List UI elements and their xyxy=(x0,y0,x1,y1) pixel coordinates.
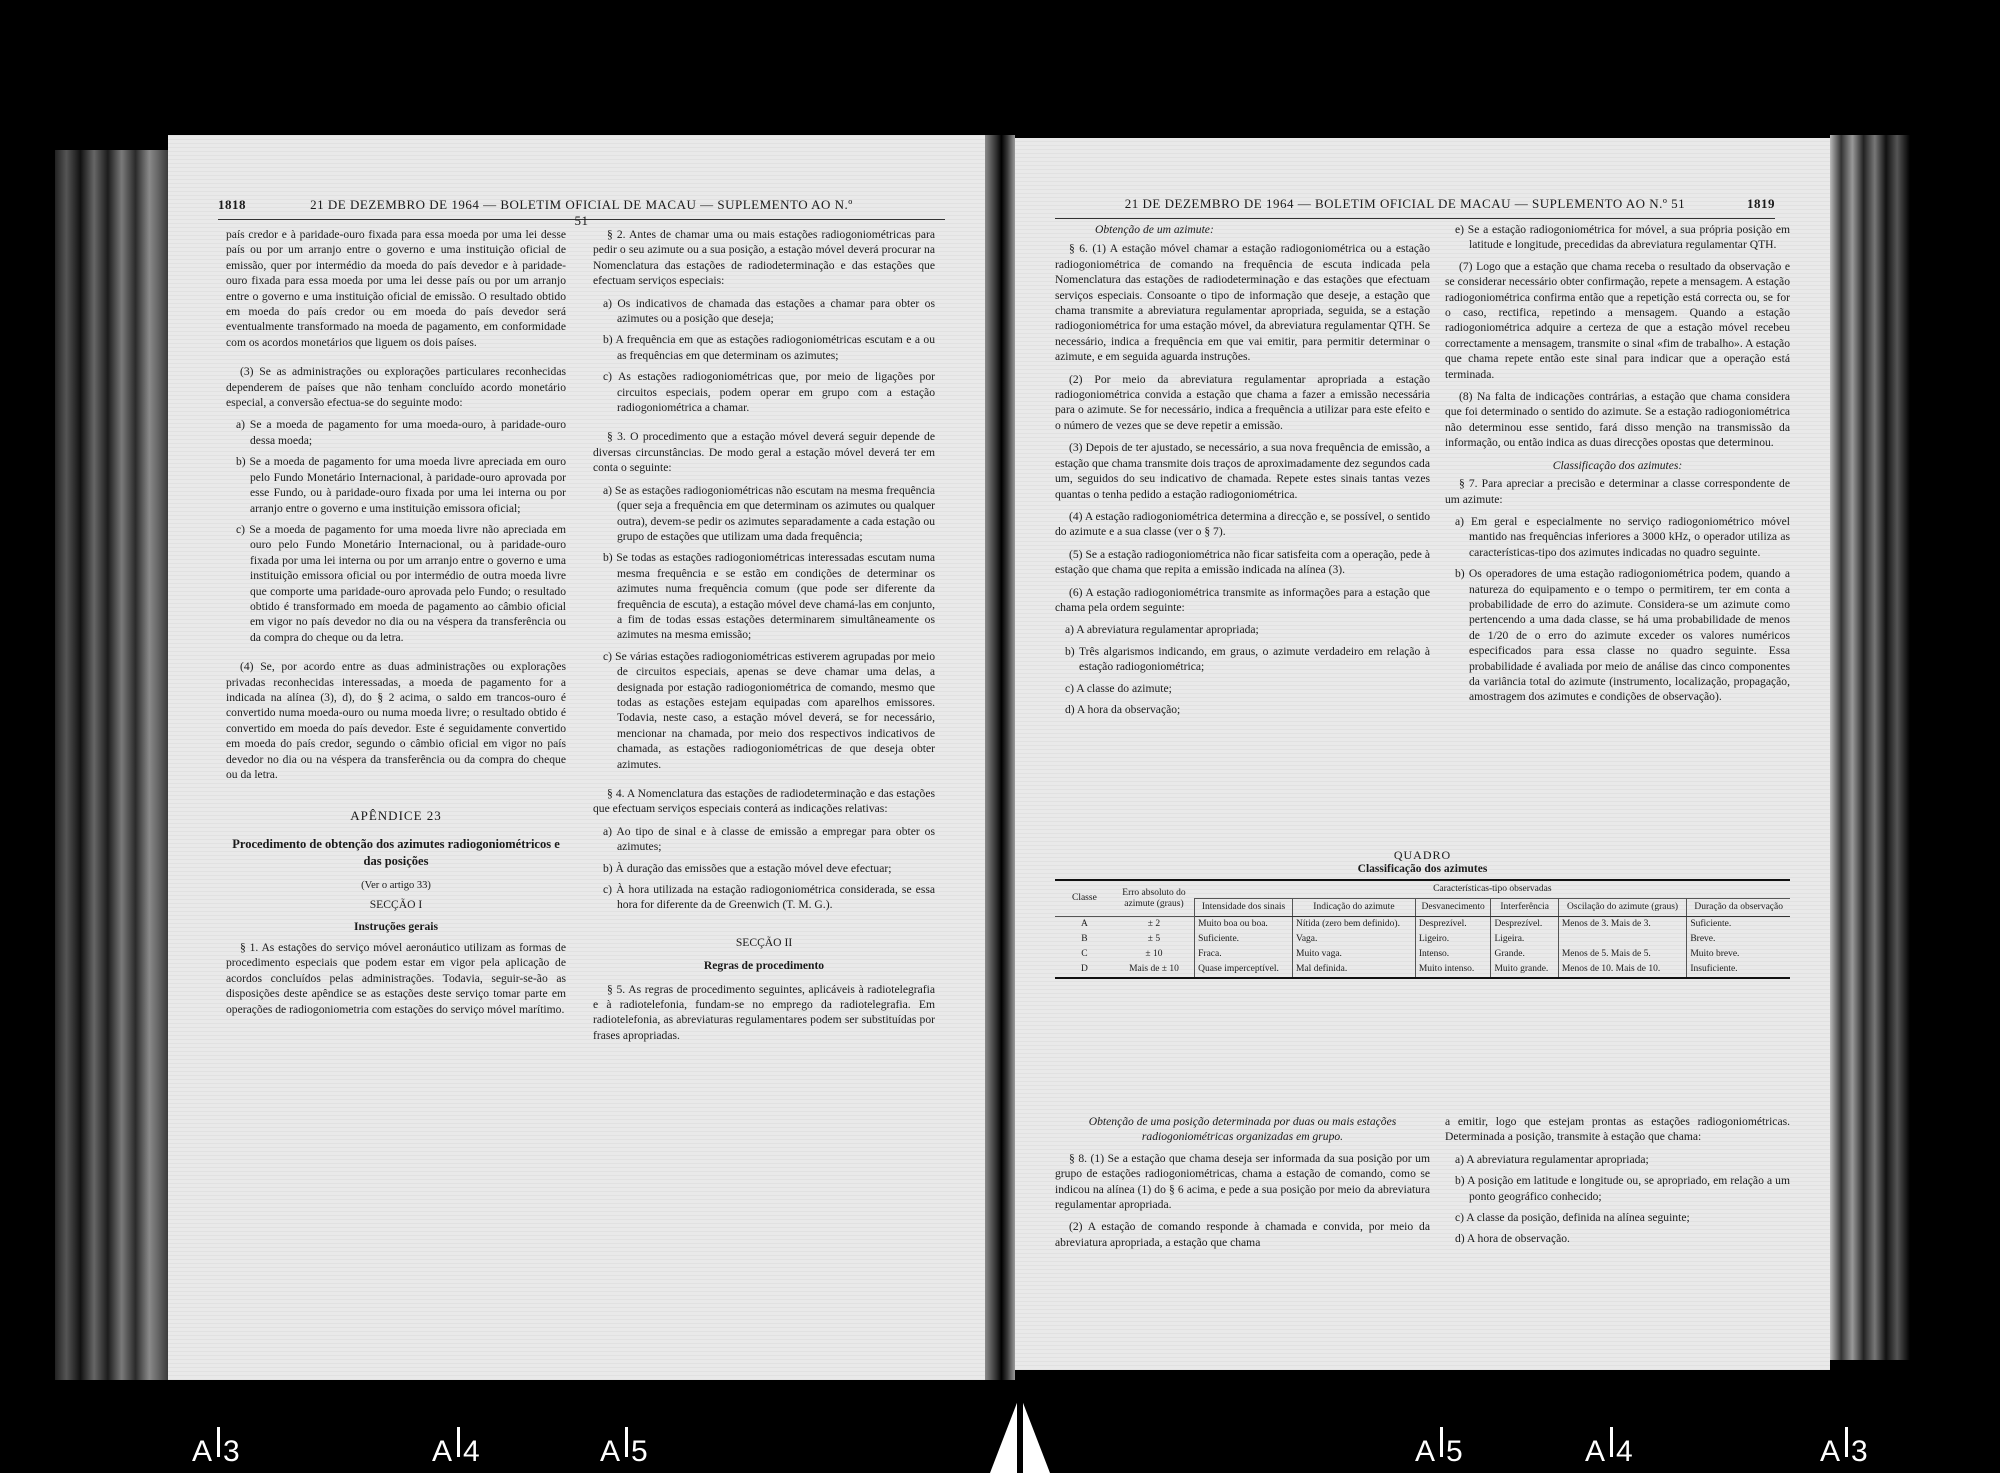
right-lower-column-2 xyxy=(1445,1114,1790,1253)
paragraph: § 3. O procedimento que a estação móvel deverá seguir depende de diversas circunstâncias. De modo geral a estação móvel deverá ter em conta o seguinte: xyxy=(593,430,935,475)
right-lower-column-1 xyxy=(1055,1114,1430,1257)
appendix-title: APÊNDICE 23 xyxy=(350,808,442,824)
paragraph: (5) Se a estação radiogoniométrica não ficar satisfeita com a operação, pede à estação que chama que repita a emissão indicada na alínea (3). xyxy=(1055,547,1430,577)
table-cell: A xyxy=(1080,919,1088,929)
table-cell: Mais de ± 10 xyxy=(1129,964,1179,974)
section-heading: Regras de procedimento xyxy=(703,959,825,973)
paragraph: a emitir, logo que estejam prontas as estações radiogoniométricas. Determinada a posição, transmite à estação que chama: xyxy=(1445,1115,1790,1144)
list-item: b) Os operadores de uma estação radiogoniométrica podem, quando a natureza do equipamento e o tempo o permitirem, ter em conta a probabilidade de erro do azimute. Considera-se um azimute como pertencendo a uma dada classe, se há uma probabilidade de menos de 1/20 de o erro do azimute exceder os valores numéricos especificados para essa classe no quadro seguinte. Essa probabilidade é avaliada por meio de análise das cinco componentes da variância total do azimute (instrumento, localização, propagação, amostragem dos azimutes e condições de observação). xyxy=(1455,567,1790,704)
paragraph: (7) Logo que a estação que chama receba o resultado da observação e se considerar necessário obter confirmação, repete a mensagem. A estação radiogoniométrica confirma então que a repetição está correcta ou, se for o caso, rectifica, repetindo a mensagem. Quando a estação radiogoniométrica adquire a certeza de que a estação móvel recebeu correctamente a mensagem, transmite o sinal «fim de trabalho». A estação que chama repete então este sinal para indicar que a operação está terminada. xyxy=(1445,259,1790,381)
table-cell: Mal definida. xyxy=(1293,962,1416,978)
table-cell: Muito grande. xyxy=(1491,962,1558,978)
film-frame-label: A 5 xyxy=(600,1435,650,1469)
list-item: a) Se a moeda de pagamento for uma moeda-ouro, à paridade-ouro dessa moeda; xyxy=(236,418,566,447)
table-cell: Suficiente. xyxy=(1195,932,1293,947)
left-page-header xyxy=(218,197,945,228)
table-cell: Muito boa ou boa. xyxy=(1195,917,1293,933)
paragraph: § 5. As regras de procedimento seguintes, aplicáveis à radiotelegrafia e à radiotelefonia, fundam-se no emprego da radiotelegrafia. Em radiotelefonia, as abreviaturas regulamentares podem ser substituídas por frases apropriadas. xyxy=(593,982,935,1042)
page-number: 1819 xyxy=(1747,196,1775,211)
table-row xyxy=(1055,962,1790,978)
paragraph: (3) Se as administrações ou explorações particulares reconhecidas dependerem de países que não tenham concluído acordo monetário especial, a conversão efectua-se do seguinte modo: xyxy=(226,365,566,410)
right-column-1 xyxy=(1055,222,1430,723)
table-cell: Menos de 3. Mais de 3. xyxy=(1558,917,1687,933)
table-cell: Vaga. xyxy=(1293,932,1416,947)
table-row xyxy=(1055,932,1790,947)
paragraph: § 6. (1) A estação móvel chamar a estação radiogoniométrica ou a estação radiogoniométrica de comando na frequência de escuta indicada pela Nomenclatura das estações de radiodeterminação e das estações que efectuam serviços especiais. Consoante o tipo de informação que deseje, a estação que chama transmite a abreviatura regulamentar apropriada, seguida, se a estação radiogoniométrica for uma estação móvel, da abreviatura regulamentar QTH. Se necessário, indica a frequência em que vai emitir, para permitir determinar o azimute, e em seguida aguarda instruções. xyxy=(1055,242,1430,364)
column-header: Oscilação do azimute (graus) xyxy=(1558,899,1687,917)
left-column-1 xyxy=(226,227,566,1024)
list-item: b) Três algarismos indicando, em graus, o azimute verdadeiro em relação à estação radiogoniométrica; xyxy=(1065,644,1430,674)
paragraph: § 7. Para apreciar a precisão e determinar a classe correspondente de um azimute: xyxy=(1445,477,1790,506)
table-cell: D xyxy=(1080,964,1088,974)
page-number: 1818 xyxy=(218,197,246,212)
column-header: Duração da observação xyxy=(1687,899,1790,917)
list-item: a) Ao tipo de sinal e à classe de emissão a empregar para obter os azimutes; xyxy=(603,824,935,854)
book-gutter xyxy=(985,135,1015,1380)
section-title: SECÇÃO II xyxy=(735,935,793,949)
paragraph: § 8. (1) Se a estação que chama deseja ser informada da sua posição por um grupo de estações radiogoniométricas, chama a estação de comando, como se indicou na alínea (1) do § 6 acima, e pede a sua posição por meio da abreviatura regulamentar apropriada. xyxy=(1055,1151,1430,1212)
list-item: a) Em geral e especialmente no serviço radiogoniométrico móvel mantido nas frequências inferiores a 3000 kHz, o operador utiliza as características-tipo dos azimutes indicadas no quadro seguinte. xyxy=(1455,514,1790,559)
section-title: SECÇÃO I xyxy=(369,898,423,912)
table-cell: ± 10 xyxy=(1145,949,1163,959)
paragraph: (3) Depois de ter ajustado, se necessário, a sua nova frequência de emissão, a estação que chama transmite dois traços de aproximadamente dez segundos cada um, seguidos do seu indicativo de chamada. Repete estes sinais tantas vezes quantas o tenha pedido a estação radiogoniométrica. xyxy=(1055,441,1430,501)
table-cell: Desprezível. xyxy=(1415,917,1491,933)
list-item: b) Se todas as estações radiogoniométricas interessadas escutam numa mesma frequência e se estão em condições de determinar os azimutes numa frequência comum (que pode ser diferente da frequência de escuta), a estação móvel deve chamá-las em conjunto, a fim de todas essas estações determinarem simultâneamente os azimutes na mesma emissão; xyxy=(603,551,935,642)
film-border-top xyxy=(0,0,2000,150)
section-heading: Instruções gerais xyxy=(353,919,439,933)
film-frame-label: A 3 xyxy=(1820,1435,1870,1469)
paragraph: § 2. Antes de chamar uma ou mais estações radiogoniométricas para pedir o seu azimute ou a sua posição, a estação móvel deverá procurar na Nomenclatura das estações de radiodeterminação e das estações que efectuam serviços especiais: xyxy=(593,228,935,288)
film-center-notch xyxy=(1017,1395,1023,1473)
subsection-heading: Obtenção de uma posição determinada por duas ou mais estações radiogoniométricas organizadas em grupo. xyxy=(1088,1115,1397,1144)
list-item: c) As estações radiogoniométricas que, por meio de ligações por circuitos especiais, podem operar em grupo com a estação radiogoniométrica a chamar. xyxy=(603,370,935,415)
table-cell xyxy=(1558,932,1687,947)
column-header: Características-tipo observadas xyxy=(1195,880,1790,899)
running-header: 21 DE DEZEMBRO DE 1964 — BOLETIM OFICIAL DE MACAU — SUPLEMENTO AO N.º 51 xyxy=(310,197,853,228)
paragraph: (8) Na falta de indicações contrárias, a estação que chama considera que foi determinado o sentido do azimute. Se a estação radiogoniométrica não determinou esse sentido, fará disso menção na transmissão da informação, ou então indica as duas direcções opostas que determinou. xyxy=(1445,390,1790,450)
list-item: c) À hora utilizada na estação radiogoniométrica considerada, se essa hora for diferente da de Greenwich (T. M. G.). xyxy=(603,883,935,912)
right-page-header xyxy=(1055,196,1775,219)
table-cell: Muito intenso. xyxy=(1415,962,1491,978)
left-page xyxy=(168,135,985,1380)
table-row xyxy=(1055,917,1790,933)
table-title: QUADRO xyxy=(1393,848,1452,862)
table-cell: Grande. xyxy=(1491,947,1558,962)
list-item: d) A hora da observação; xyxy=(1065,702,1181,716)
table-cell: Menos de 10. Mais de 10. xyxy=(1558,962,1687,978)
film-frame-label: A 4 xyxy=(432,1435,482,1469)
table-cell: Fraca. xyxy=(1195,947,1293,962)
table-cell: ± 5 xyxy=(1147,934,1161,944)
paragraph: (4) Se, por acordo entre as duas administrações ou explorações privadas reconhecidas interessadas, a moeda de pagamento for a indicada na alínea (3), d), do § 2 acima, o saldo em trancos-ouro é convertido numa moeda-ouro ou numa moeda livre; o resultado obtido é convertido em moeda do país devedor. Este é seguidamente convertido em moeda do país credor, segundo o câmbio oficial em vigor no país devedor no dia ou na véspera da transferência ou da compra do cheque ou da letra. xyxy=(226,660,566,781)
column-header: Erro absoluto do azimute (graus) xyxy=(1114,880,1195,917)
table-cell: Nítida (zero bem definido). xyxy=(1293,917,1416,933)
list-item: a) Os indicativos de chamada das estações a chamar para obter os azimutes ou a posição que deseja; xyxy=(603,296,935,326)
book-edge-left xyxy=(55,150,170,1380)
paragraph: (4) A estação radiogoniométrica determina a direcção e, se possível, o sentido do azimute e a sua classe (ver o § 7). xyxy=(1055,509,1430,539)
article-reference: (Ver o artigo 33) xyxy=(361,879,431,891)
column-header: Classe xyxy=(1055,880,1114,917)
table-cell: Muito vaga. xyxy=(1293,947,1416,962)
list-item: a) Se as estações radiogoniométricas não escutam na mesma frequência (quer seja a frequência em que determinam os azimutes ou qualquer outra), devem-se pedir os azimutes separadamente a cada estação ou grupo de estações que utilizam uma dada frequência; xyxy=(603,483,935,543)
book-edge-right xyxy=(1830,135,1910,1360)
list-item: c) Se a moeda de pagamento for uma moeda livre não apreciada em ouro pelo Fundo Monetário Internacional, ou à paridade-ouro fixada por uma lei interna ou por um arranjo entre o governo e uma instituição emissora oficial ou por intermédio de outra moeda livre que comporte uma paridade-ouro aprovada pelo Fundo; o resultado obtido é transformado em moeda de pagamento ao câmbio oficial em vigor no país devedor no dia ou na véspera da transferência ou da compra do cheque ou da letra. xyxy=(236,522,566,644)
column-header: Interferência xyxy=(1491,899,1558,917)
paragraph: § 4. A Nomenclatura das estações de radiodeterminação e das estações que efectuam serviços especiais conterá as indicações relativas: xyxy=(593,787,935,816)
table-cell: Insuficiente. xyxy=(1687,962,1790,978)
appendix-heading: Procedimento de obtenção dos azimutes radiogoniométricos e das posições xyxy=(232,836,560,868)
list-item: b) A posição em latitude e longitude ou, se apropriado, em relação a um ponto geográfico conhecido; xyxy=(1455,1174,1790,1203)
list-item: c) A classe do azimute; xyxy=(1065,681,1172,695)
list-item: a) A abreviatura regulamentar apropriada; xyxy=(1065,623,1259,637)
table-cell: Menos de 5. Mais de 5. xyxy=(1558,947,1687,962)
table-cell: Breve. xyxy=(1687,932,1790,947)
paragraph: (2) Por meio da abreviatura regulamentar apropriada a estação radiogoniométrica convida a estação que chama a fazer a emissão necessária para o azimute. Se for necessário, indica a frequência a utilizar para este efeito e o número de vezes que se deve repetir a emissão. xyxy=(1055,372,1430,432)
right-column-2 xyxy=(1445,222,1790,711)
column-header: Intensidade dos sinais xyxy=(1195,899,1293,917)
table-subtitle: Classificação dos azimutes xyxy=(1357,863,1488,875)
column-header: Desvanecimento xyxy=(1415,899,1491,917)
paragraph: § 1. As estações do serviço móvel aeronáutico utilizam as formas de procedimento especiais que podem estar em vigor pela aplicação de acordos concluídos pelas administrações. Todavia, seguir-se-ão as disposições deste apêndice se as estações deste serviço tomar parte em operações de radiogoniometria com estações do serviço móvel marítimo. xyxy=(226,941,566,1016)
table-cell: Muito breve. xyxy=(1687,947,1790,962)
running-header: 21 DE DEZEMBRO DE 1964 — BOLETIM OFICIAL DE MACAU — SUPLEMENTO AO N.º 51 xyxy=(1124,196,1686,211)
list-item: d) A hora de observação. xyxy=(1455,1232,1570,1246)
list-item: b) Se a moeda de pagamento for uma moeda livre apreciada em ouro pelo Fundo Monetário Internacional, à paridade-ouro aprovada por esse Fundo, ou à paridade-ouro fixada por uma lei interna ou por arranjo entre o governo e uma instituição emissora oficial; xyxy=(236,455,566,515)
list-item: b) A frequência em que as estações radiogoniométricas escutam e a ou as frequências em que determinam os azimutes; xyxy=(603,333,935,362)
left-column-2 xyxy=(593,227,935,1050)
azimuth-classification-table xyxy=(1055,848,1790,979)
subsection-heading: Obtenção de um azimute: xyxy=(1095,223,1214,236)
subsection-heading: Classificação dos azimutes: xyxy=(1552,458,1683,472)
right-page xyxy=(1015,138,1830,1370)
table-cell: Desprezível. xyxy=(1491,917,1558,933)
table-cell: B xyxy=(1081,934,1088,944)
list-item: e) Se a estação radiogoniométrica for móvel, a sua própria posição em latitude e longitude, precedidas da abreviatura regulamentar QTH. xyxy=(1455,223,1790,252)
table-cell: Quase imperceptível. xyxy=(1195,962,1293,978)
film-frame-label: A 4 xyxy=(1585,1435,1635,1469)
table-cell: C xyxy=(1081,949,1088,959)
column-header: Indicação do azimute xyxy=(1293,899,1416,917)
table-row xyxy=(1055,947,1790,962)
list-item: c) Se várias estações radiogoniométricas estiverem agrupadas por meio de circuitos especiais, apenas se deve chamar uma delas, a designada por estação radiogoniométrica de comando, mesmo que todas as estações estejam equipadas com aparelhos emissores. Todavia, neste caso, a estação móvel deverá, se for necessário, mencionar na chamada, por meio dos respectivos indicativos de chamada, as estações radiogoniométricas de que deseja obter azimutes. xyxy=(603,649,935,771)
table-cell: ± 2 xyxy=(1147,919,1161,929)
list-item: b) À duração das emissões que a estação móvel deve efectuar; xyxy=(603,861,892,875)
table-cell: Suficiente. xyxy=(1687,917,1790,933)
list-item: a) A abreviatura regulamentar apropriada; xyxy=(1455,1152,1649,1166)
film-frame-label: A 3 xyxy=(192,1435,242,1469)
table-cell: Intenso. xyxy=(1415,947,1491,962)
table-cell: Ligeiro. xyxy=(1415,932,1491,947)
list-item: c) A classe da posição, definida na alínea seguinte; xyxy=(1455,1211,1690,1225)
table-cell: Ligeira. xyxy=(1491,932,1558,947)
paragraph: país credor e à paridade-ouro fixada para essa moeda por uma lei desse país ou por um arranjo entre o governo e uma instituição oficial de emissão, quer por intermédio da moeda do país devedor e à paridade-ouro fixada para essa moeda por uma lei desse país ou por um arranjo entre o governo e uma instituição oficial de emissão. O resultado obtido em moeda do país credor ou em moeda do país devedor será eventualmente transformado na moeda de pagamento, em conformidade com os acordos monetários que liguem os dois países. xyxy=(226,228,566,349)
film-frame-label: A 5 xyxy=(1415,1435,1465,1469)
paragraph: (2) A estação de comando responde à chamada e convida, por meio da abreviatura apropriada, a estação que chama xyxy=(1055,1220,1430,1249)
paragraph: (6) A estação radiogoniométrica transmite as informações para a estação que chama pela ordem seguinte: xyxy=(1055,585,1430,614)
